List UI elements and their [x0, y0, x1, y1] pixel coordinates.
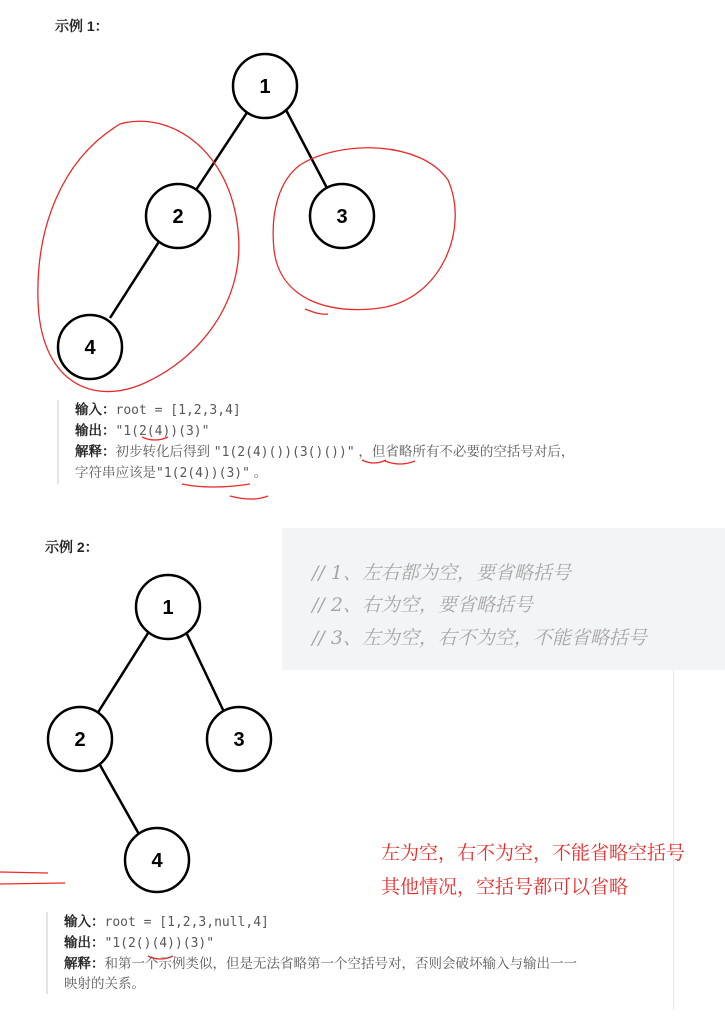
example-2-explanation	[64, 954, 684, 974]
edge2-1-3	[185, 630, 225, 714]
expl-code: "1(2(4)())(3()())"	[213, 445, 355, 460]
underline-expl-4	[230, 496, 268, 499]
tree2-node-4-label: 4	[151, 850, 163, 872]
expl-code: "1(2(4))(3)"	[156, 466, 250, 481]
annotation-dash-1	[0, 872, 48, 873]
expl-text: ，但省略所有不必要的空括号对后，	[354, 444, 575, 459]
example-2-io	[46, 912, 684, 994]
expl-text: 。	[249, 465, 268, 480]
annotation-dash-2	[0, 883, 65, 884]
expl-text: 初步转化后得到	[115, 444, 214, 459]
underline-expl-3	[182, 484, 250, 487]
input-value: root = [1,2,3,4]	[115, 403, 241, 418]
tree1-nodes	[58, 54, 374, 379]
expl-text: 映射的关系。	[64, 976, 145, 991]
example-2-input-line	[64, 912, 684, 933]
explanation-label: 解释：	[64, 956, 105, 971]
example-2-title: 示例 2：	[45, 539, 99, 555]
input-value: root = [1,2,3,null,4]	[104, 915, 269, 930]
tree1-node-2-label: 2	[172, 206, 184, 228]
example-2-explanation-cont	[64, 974, 684, 994]
output-value: "1(2(4))(3)"	[115, 424, 210, 439]
tree1-node-3-label: 3	[336, 206, 348, 228]
annotation-tail-right	[305, 309, 328, 314]
tree1-node-1-label: 1	[259, 76, 271, 98]
example-1-output-line	[75, 421, 695, 442]
output-label: 输出：	[64, 935, 105, 950]
expl-text: 字符串应该是	[75, 465, 156, 480]
code-comment-box	[282, 528, 725, 670]
example-1-title: 示例 1：	[55, 18, 109, 34]
tree1-node-4-label: 4	[84, 337, 96, 359]
output-label: 输出：	[75, 423, 116, 438]
example-2-output-line	[64, 933, 684, 954]
red-note-1: 左为空，右不为空，不能省略空括号	[381, 842, 686, 864]
comment-line-1: // 1、左右都为空，要省略括号	[312, 562, 571, 584]
edge-2-4	[110, 240, 160, 318]
tree2-node-3-label: 3	[233, 729, 245, 751]
expl-text: 和第一个示例类似，但是无法省略第一个空括号对，否则会破坏输入与输出一一	[104, 956, 577, 971]
edge2-2-4	[100, 765, 140, 836]
tree2-nodes	[48, 575, 271, 892]
comment-line-2: // 2、右为空，要省略括号	[312, 594, 533, 616]
tree2-node-2-label: 2	[74, 729, 86, 751]
edge-1-3	[285, 108, 328, 190]
explanation-label: 解释：	[75, 444, 116, 459]
input-label: 输入：	[64, 914, 105, 929]
input-label: 输入：	[75, 402, 116, 417]
example-1-explanation	[75, 442, 695, 463]
output-value: "1(2()(4))(3)"	[104, 936, 215, 951]
edge2-1-2	[97, 630, 150, 714]
example-1-io	[57, 400, 695, 484]
red-note-2: 其他情况，空括号都可以省略	[381, 876, 629, 898]
example-1-explanation-cont	[75, 463, 695, 484]
tree2-node-1-label: 1	[162, 597, 174, 619]
example-1-input-line	[75, 400, 695, 421]
comment-line-3: // 3、左为空，右不为空，不能省略括号	[312, 627, 647, 649]
